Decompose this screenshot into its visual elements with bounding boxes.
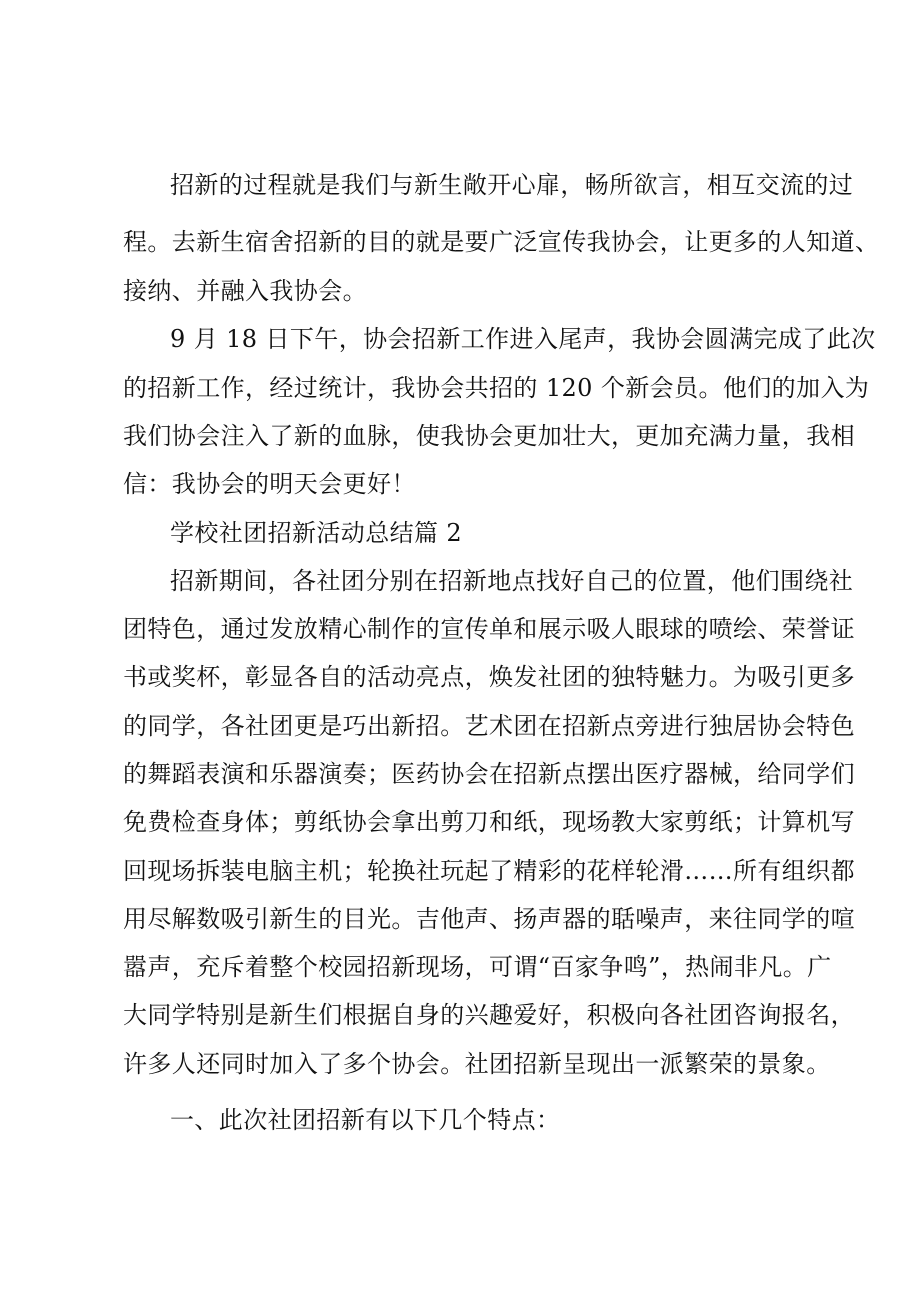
text-line: 接纳、并融入我协会。 (123, 277, 367, 305)
text-line: 团特色，通过发放精心制作的宣传单和展示吸人眼球的喷绘、荣誉证 (123, 615, 855, 643)
text-line: 免费检查身体；剪纸协会拿出剪刀和纸，现场教大家剪纸；计算机写 (123, 808, 855, 836)
text-line: 回现场拆装电脑主机；轮换社玩起了精彩的花样轮滑……所有组织都 (123, 857, 855, 885)
text-line: 9 月 18 日下午，协会招新工作进入尾声，我协会圆满完成了此次 (170, 325, 876, 353)
text-line: 嚣声，充斥着整个校园招新现场，可谓“百家争鸣”，热闹非凡。广 (123, 953, 832, 981)
text-line: 程。去新生宿舍招新的目的就是要广泛宣传我协会，让更多的人知道、 (123, 228, 880, 256)
text-line: 招新的过程就是我们与新生敞开心扉，畅所欲言，相互交流的过 (170, 171, 854, 199)
text-line: 我们协会注入了新的血脉，使我协会更加壮大，更加充满力量，我相 (123, 422, 855, 450)
text-line: 的招新工作，经过统计，我协会共招的 120 个新会员。他们的加入为 (123, 374, 870, 402)
text-line: 的舞蹈表演和乐器演奏；医药协会在招新点摆出医疗器械，给同学们 (123, 760, 855, 788)
text-line: 用尽解数吸引新生的目光。吉他声、扬声器的聒噪声，来往同学的喧 (123, 905, 855, 933)
text-line: 招新期间，各社团分别在招新地点找好自己的位置，他们围绕社 (170, 567, 854, 595)
text-line: 书或奖杯，彰显各自的活动亮点，焕发社团的独特魅力。为吸引更多 (123, 663, 855, 691)
text-line: 信：我协会的明天会更好！ (123, 470, 416, 498)
text-line: 大同学特别是新生们根据自身的兴趣爱好，积极向各社团咨询报名， (123, 1001, 855, 1029)
text-line: 的同学，各社团更是巧出新招。艺术团在招新点旁进行独居协会特色 (123, 712, 855, 740)
list-heading: 一、此次社团招新有以下几个特点： (170, 1106, 561, 1134)
text-line: 许多人还同时加入了多个协会。社团招新呈现出一派繁荣的景象。 (123, 1050, 831, 1078)
section-heading: 学校社团招新活动总结篇 2 (170, 519, 463, 547)
